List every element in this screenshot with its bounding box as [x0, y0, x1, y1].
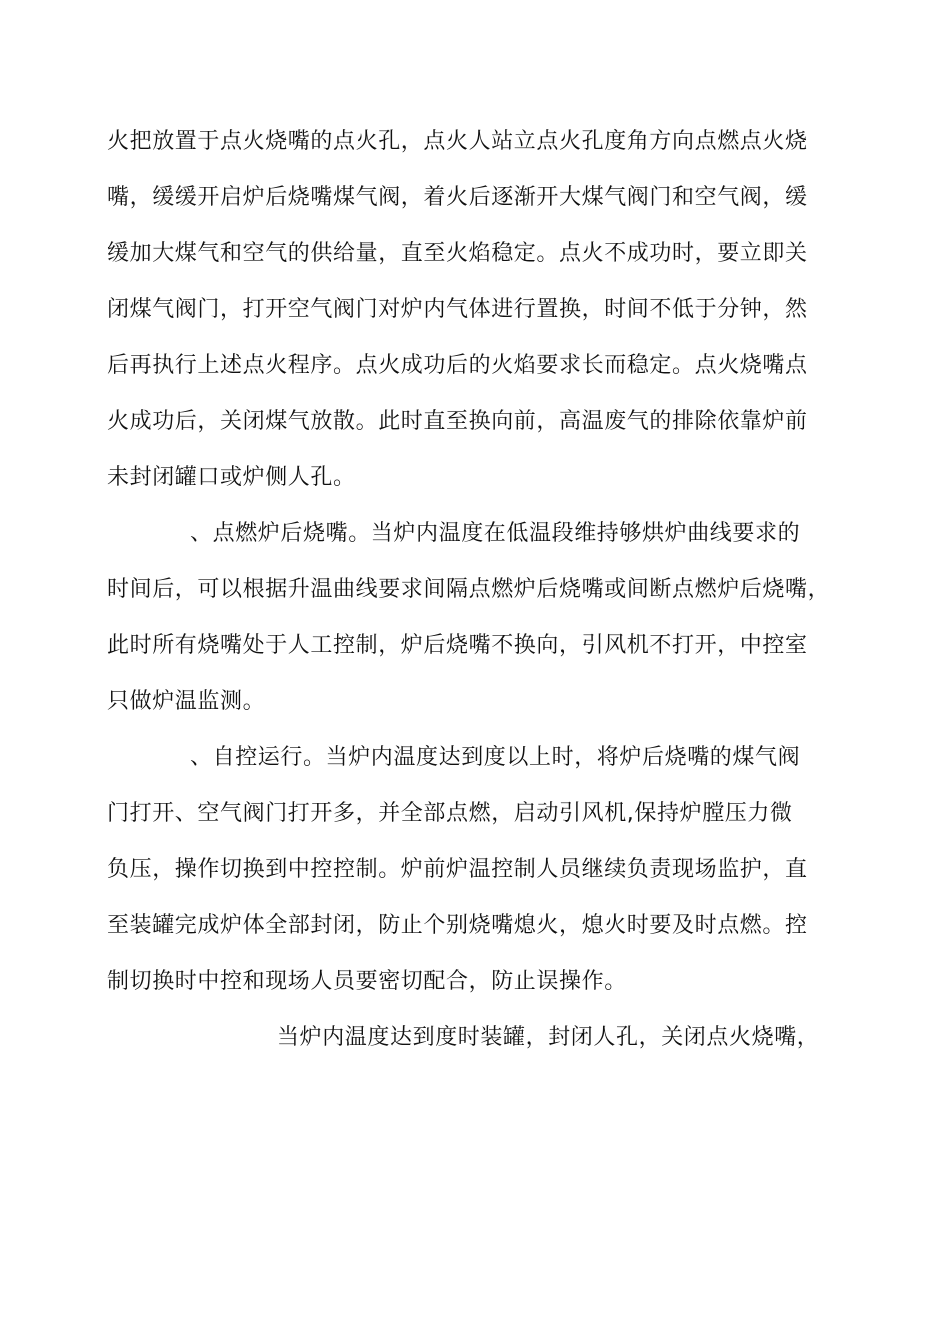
text-line: 缓加大煤气和空气的供给量，直至火焰稳定。点火不成功时，要立即关	[107, 241, 808, 266]
text-line: 未封闭罐口或炉侧人孔。	[107, 465, 356, 490]
text-line: 此时所有烧嘴处于人工控制，炉后烧嘴不换向，引风机不打开，中控室	[107, 633, 808, 658]
text-line: 后再执行上述点火程序。点火成功后的火焰要求长而稳定。点火烧嘴点	[107, 353, 808, 378]
text-line: 只做炉温监测。	[107, 689, 266, 714]
text-line: 门打开、空气阀门打开多，并全部点燃，启动引风机,保持炉膛压力微	[107, 801, 793, 826]
text-line: 闭煤气阀门，打开空气阀门对炉内气体进行置换，时间不低于分钟，然	[107, 297, 808, 322]
text-line: 当炉内温度达到度时装罐，封闭人孔，关闭点火烧嘴，	[277, 1025, 820, 1050]
text-line: 、自控运行。当炉内温度达到度以上时，将炉后烧嘴的煤气阀	[190, 745, 801, 770]
text-line: 火把放置于点火烧嘴的点火孔，点火人站立点火孔度角方向点燃点火烧	[107, 129, 808, 154]
text-line: 时间后，可以根据升温曲线要求间隔点燃炉后烧嘴或间断点燃炉后烧嘴，	[107, 577, 831, 602]
text-line: 火成功后，关闭煤气放散。此时直至换向前，高温废气的排除依靠炉前	[107, 409, 808, 434]
text-line: 嘴，缓缓开启炉后烧嘴煤气阀，着火后逐渐开大煤气阀门和空气阀，缓	[107, 185, 808, 210]
text-line: 制切换时中控和现场人员要密切配合，防止误操作。	[107, 969, 627, 994]
text-line: 负压，操作切换到中控控制。炉前炉温控制人员继续负责现场监护，直	[107, 857, 808, 882]
text-line: 至装罐完成炉体全部封闭，防止个别烧嘴熄火，熄火时要及时点燃。控	[107, 913, 808, 938]
text-line: 、点燃炉后烧嘴。当炉内温度在低温段维持够烘炉曲线要求的	[190, 521, 801, 546]
